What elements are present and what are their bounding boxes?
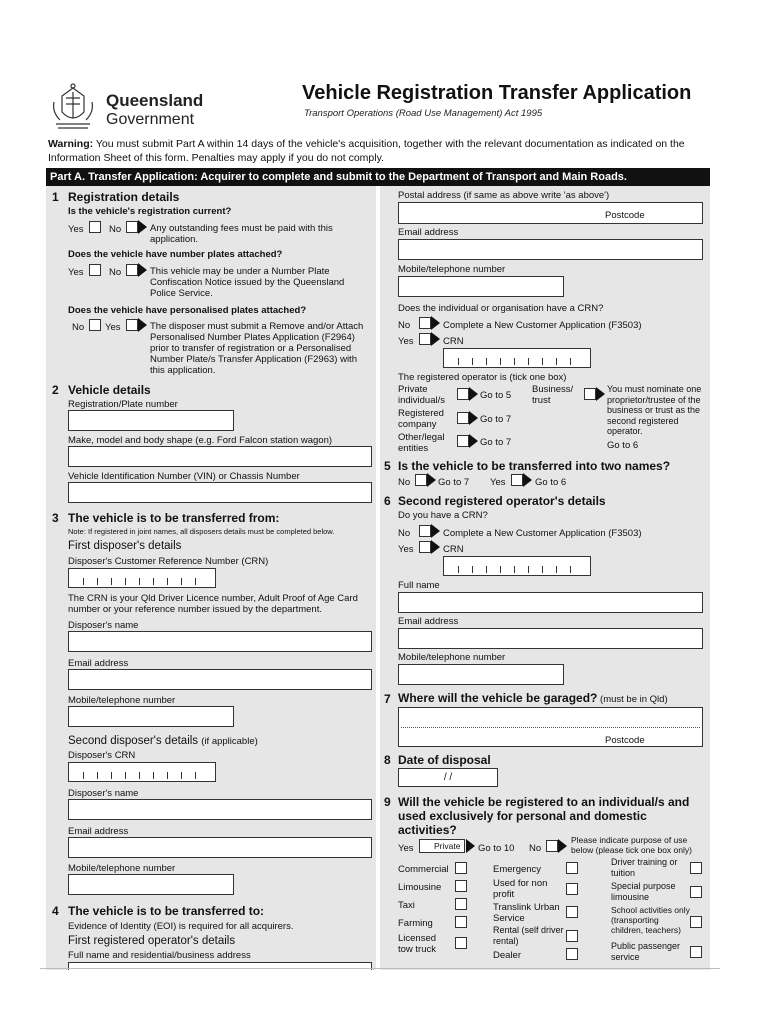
s6-yes-label: Yes	[398, 544, 414, 555]
disposer2-email-input[interactable]	[68, 837, 372, 858]
private-checkbox[interactable]	[457, 388, 469, 400]
s3-name-label: Disposer's name	[68, 620, 139, 631]
s1-q2-no-checkbox[interactable]	[126, 264, 138, 276]
arrow-right-icon	[431, 524, 440, 538]
s4-full-label: Full name and residential/business address	[68, 950, 251, 961]
s1-q3-yes-label: Yes	[105, 322, 121, 333]
acq-mobile-input[interactable]	[398, 276, 564, 297]
purpose-translink-checkbox[interactable]	[566, 906, 578, 918]
arrow-right-icon	[431, 540, 440, 554]
s1-q3: Does the vehicle have personalised plates attached?	[68, 305, 307, 316]
crn-label: CRN	[443, 336, 464, 347]
purpose-dealer-label: Dealer	[493, 950, 521, 961]
s4-eoi: Evidence of Identity (EOI) is required for all acquirers.	[68, 921, 294, 932]
s3-mobile-label: Mobile/telephone number	[68, 695, 176, 706]
arrow-right-icon	[138, 318, 147, 332]
s3-crn-label: Disposer's Customer Reference Number (CRN)	[68, 556, 269, 567]
purpose-limousine-checkbox[interactable]	[455, 880, 467, 892]
s1-q1-yes-checkbox[interactable]	[89, 221, 101, 233]
s1-q2: Does the vehicle have number plates attached?	[68, 249, 283, 260]
s3-crn-note: The CRN is your Qld Driver Licence number, Adult Proof of Age Card number or your reference number issued by the department.	[68, 593, 358, 615]
s1-q1-yes-label: Yes	[68, 224, 84, 235]
arrow-right-icon	[431, 332, 440, 346]
s1-q2-note: This vehicle may be under a Number Plate Confiscation Notice issued by the Queensland Police Service.	[150, 266, 345, 299]
disposer-mobile-input[interactable]	[68, 706, 234, 727]
s5-no-checkbox[interactable]	[415, 474, 427, 486]
s3-crn2-label: Disposer's CRN	[68, 750, 136, 761]
s6-complete-text: Complete a New Customer Application (F3503)	[443, 528, 642, 539]
arrow-right-icon	[431, 316, 440, 330]
business-goto: Go to 6	[607, 440, 639, 451]
arrow-right-icon	[558, 839, 567, 853]
second-operator-crn-input[interactable]	[443, 556, 591, 576]
s2-title: Vehicle details	[68, 383, 151, 397]
purpose-rental-label: Rental (self driver rental)	[493, 925, 564, 946]
crn-yes-label: Yes	[398, 336, 414, 347]
s3-note: Note: If registered in joint names, all disposers details must be completed below.	[68, 527, 335, 536]
crn-yes-checkbox[interactable]	[419, 333, 431, 345]
s8-number: 8	[384, 753, 391, 767]
purpose-towtruck-label: Licensed tow truck	[398, 933, 437, 955]
second-operator-mobile-input[interactable]	[398, 664, 564, 685]
s5-number: 5	[384, 459, 391, 473]
s5-yes-label: Yes	[490, 477, 506, 488]
arrow-right-icon	[469, 387, 478, 401]
purpose-commercial-label: Commercial	[398, 864, 449, 875]
s7-title: Where will the vehicle be garaged?	[398, 691, 598, 705]
purpose-taxi-checkbox[interactable]	[455, 898, 467, 910]
s6-no-label: No	[398, 528, 411, 539]
other-checkbox[interactable]	[457, 435, 469, 447]
s1-q1: Is the vehicle's registration current?	[68, 206, 232, 217]
purpose-nonprofit-label: Used for non profit	[493, 878, 548, 900]
s2-vin-label: Vehicle Identification Number (VIN) or Chassis Number	[68, 471, 300, 482]
s7-note: (must be in Qld)	[600, 694, 668, 705]
page-subtitle: Transport Operations (Road Use Management) Act 1995	[304, 108, 543, 119]
purpose-driver-training-label: Driver training or tuition	[611, 857, 678, 878]
s1-q3-yes-checkbox[interactable]	[126, 319, 138, 331]
s5-yes-checkbox[interactable]	[511, 474, 523, 486]
warning-body: You must submit Part A within 14 days of the vehicle's acquisition, together with the relevant documentation as indicated on the Information Sheet of this form. Penalties may apply if you do not comply.	[48, 138, 685, 164]
s9-private-label: Private	[434, 841, 461, 851]
business-note: You must nominate one proprietor/trustee of the business or trust as the second registered operator.	[607, 384, 702, 436]
garage-address-input[interactable]	[398, 707, 703, 747]
purpose-driver-training-checkbox[interactable]	[690, 862, 702, 874]
page-bottom-divider	[40, 968, 720, 969]
s5-no-label: No	[398, 477, 411, 488]
s1-q2-yes-checkbox[interactable]	[89, 264, 101, 276]
acq-email-input[interactable]	[398, 239, 703, 260]
s9-no-checkbox[interactable]	[546, 840, 558, 852]
s3-name2-label: Disposer's name	[68, 788, 139, 799]
s2-number: 2	[52, 383, 59, 397]
s3-second-note: (if applicable)	[201, 736, 258, 747]
s1-q1-no-label: No	[109, 224, 122, 235]
second-operator-name-input[interactable]	[398, 592, 703, 613]
s3-second-heading	[68, 735, 258, 748]
postal-label: Postal address (if same as above write 'as above')	[398, 190, 610, 201]
page-title: Vehicle Registration Transfer Application	[302, 82, 692, 104]
purpose-dealer-checkbox[interactable]	[566, 948, 578, 960]
logo-government: Government	[106, 111, 195, 128]
purpose-towtruck-checkbox[interactable]	[455, 937, 467, 949]
business-checkbox[interactable]	[584, 388, 596, 400]
s2-make-label: Make, model and body shape (e.g. Ford Falcon station wagon)	[68, 435, 333, 446]
disposal-date-input[interactable]: / /	[398, 768, 498, 787]
s6-number: 6	[384, 494, 391, 508]
operator-is-label: The registered operator is (tick one box)	[398, 372, 567, 383]
arrow-right-icon	[469, 434, 478, 448]
s1-q2-yes-label: Yes	[68, 267, 84, 278]
purpose-limousine-label: Limousine	[398, 882, 442, 893]
logo-queensland: Queensland	[106, 91, 204, 110]
other-label: Other/legal entities	[398, 432, 445, 454]
acq-email-label: Email address	[398, 227, 459, 238]
garage-postcode-label: Postcode	[605, 735, 645, 746]
s6-crn-label: CRN	[443, 544, 464, 555]
s6-email-label: Email address	[398, 616, 459, 627]
arrow-right-icon	[466, 839, 475, 853]
purpose-special-limousine-checkbox[interactable]	[690, 886, 702, 898]
purpose-farming-checkbox[interactable]	[455, 916, 467, 928]
arrow-right-icon	[427, 473, 436, 487]
purpose-emergency-label: Emergency	[493, 864, 542, 875]
purpose-school-label: School activities only (transporting children, teachers)	[611, 905, 690, 935]
s3-mobile2-label: Mobile/telephone number	[68, 863, 176, 874]
s5-yes-goto: Go to 6	[535, 477, 567, 488]
postal-postcode-label: Postcode	[605, 210, 645, 221]
s1-number: 1	[52, 190, 59, 204]
company-goto: Go to 7	[480, 414, 512, 425]
private-goto: Go to 5	[480, 390, 512, 401]
s5-title: Is the vehicle to be transferred into two names?	[398, 459, 671, 473]
arrow-right-icon	[138, 263, 147, 277]
vin-input[interactable]	[68, 482, 372, 503]
s8-title: Date of disposal	[398, 753, 491, 767]
s6-no-checkbox[interactable]	[419, 525, 431, 537]
s6-mobile-label: Mobile/telephone number	[398, 652, 506, 663]
s9-goto10: Go to 10	[478, 843, 515, 854]
company-label: Registered company	[398, 408, 444, 430]
private-option-box[interactable]	[419, 839, 465, 853]
purpose-farming-label: Farming	[398, 918, 433, 929]
s4-number: 4	[52, 904, 59, 918]
crn-no-label: No	[398, 320, 411, 331]
disposer2-crn-input[interactable]	[68, 762, 216, 782]
disposer2-mobile-input[interactable]	[68, 874, 234, 895]
s9-title: Will the vehicle be registered to an individual/s and used exclusively for personal and domestic activities?	[398, 795, 690, 837]
queensland-crest-icon	[48, 82, 98, 132]
s3-first-heading: First disposer's details	[68, 540, 182, 552]
s1-q2-no-label: No	[109, 267, 122, 278]
purpose-nonprofit-checkbox[interactable]	[566, 883, 578, 895]
postal-input[interactable]	[398, 202, 703, 224]
purpose-commercial-checkbox[interactable]	[455, 862, 467, 874]
purpose-public-passenger-checkbox[interactable]	[690, 946, 702, 958]
s3-title: The vehicle is to be transferred from:	[68, 511, 280, 525]
s3-second-title: Second disposer's details	[68, 735, 199, 747]
arrow-right-icon	[469, 411, 478, 425]
second-operator-email-input[interactable]	[398, 628, 703, 649]
s9-no-label: No	[529, 843, 542, 854]
purpose-taxi-label: Taxi	[398, 900, 415, 911]
crn-no-checkbox[interactable]	[419, 317, 431, 329]
s1-q3-no-label: No	[72, 322, 85, 333]
company-checkbox[interactable]	[457, 412, 469, 424]
other-goto: Go to 7	[480, 437, 512, 448]
s4-title: The vehicle is to be transferred to:	[68, 904, 265, 918]
private-label: Private individual/s	[398, 384, 445, 406]
s1-title: Registration details	[68, 190, 180, 204]
s4-first-heading: First registered operator's details	[68, 935, 236, 947]
warning-label: Warning:	[48, 138, 94, 150]
purpose-special-limousine-label: Special purpose limousine	[611, 881, 676, 902]
disposer-name-input[interactable]	[68, 631, 372, 652]
disposer-email-input[interactable]	[68, 669, 372, 690]
s6-crn-question: Do you have a CRN?	[398, 510, 488, 521]
warning-text	[48, 137, 716, 165]
arrow-right-icon	[138, 220, 147, 234]
s9-number: 9	[384, 795, 391, 809]
crn-complete-text: Complete a New Customer Application (F3503)	[443, 320, 642, 331]
part-a-bar: Part A. Transfer Application: Acquirer to complete and submit to the Department of Transport and Main Roads.	[46, 168, 710, 186]
s1-q3-note: The disposer must submit a Remove and/or Attach Personalised Number Plates Application (F2964) prior to transfer of registration or a Personalised Number Plate/s Transfer Application (F2963) with this application.	[150, 321, 364, 376]
s1-q1-no-checkbox[interactable]	[126, 221, 138, 233]
crn-question: Does the individual or organisation have a CRN?	[398, 303, 604, 314]
s6-title: Second registered operator's details	[398, 494, 606, 508]
s9-indicate: Please indicate purpose of use below (please tick one box only)	[571, 835, 692, 855]
s5-no-goto: Go to 7	[438, 477, 470, 488]
s1-q1-note: Any outstanding fees must be paid with this application.	[150, 223, 333, 245]
purpose-public-passenger-label: Public passenger service	[611, 941, 681, 962]
s7-heading	[398, 693, 668, 705]
s1-q3-no-checkbox[interactable]	[89, 319, 101, 331]
s6-full-label: Full name	[398, 580, 440, 591]
disposer2-name-input[interactable]	[68, 799, 372, 820]
s7-number: 7	[384, 692, 391, 706]
rego-input[interactable]	[68, 410, 234, 431]
s6-yes-checkbox[interactable]	[419, 541, 431, 553]
purpose-school-checkbox[interactable]	[690, 916, 702, 928]
s3-email2-label: Email address	[68, 826, 129, 837]
disposer-crn-input[interactable]	[68, 568, 216, 588]
s9-yes-label: Yes	[398, 843, 414, 854]
make-input[interactable]	[68, 446, 372, 467]
business-label: Business/ trust	[532, 384, 574, 406]
acquirer-crn-input[interactable]	[443, 348, 591, 368]
s3-email-label: Email address	[68, 658, 129, 669]
purpose-rental-checkbox[interactable]	[566, 930, 578, 942]
arrow-right-icon	[596, 387, 605, 401]
s2-rego-label: Registration/Plate number	[68, 399, 178, 410]
purpose-translink-label: Translink Urban Service	[493, 902, 560, 924]
arrow-right-icon	[523, 473, 532, 487]
purpose-emergency-checkbox[interactable]	[566, 862, 578, 874]
s3-number: 3	[52, 511, 59, 525]
acq-mobile-label: Mobile/telephone number	[398, 264, 506, 275]
